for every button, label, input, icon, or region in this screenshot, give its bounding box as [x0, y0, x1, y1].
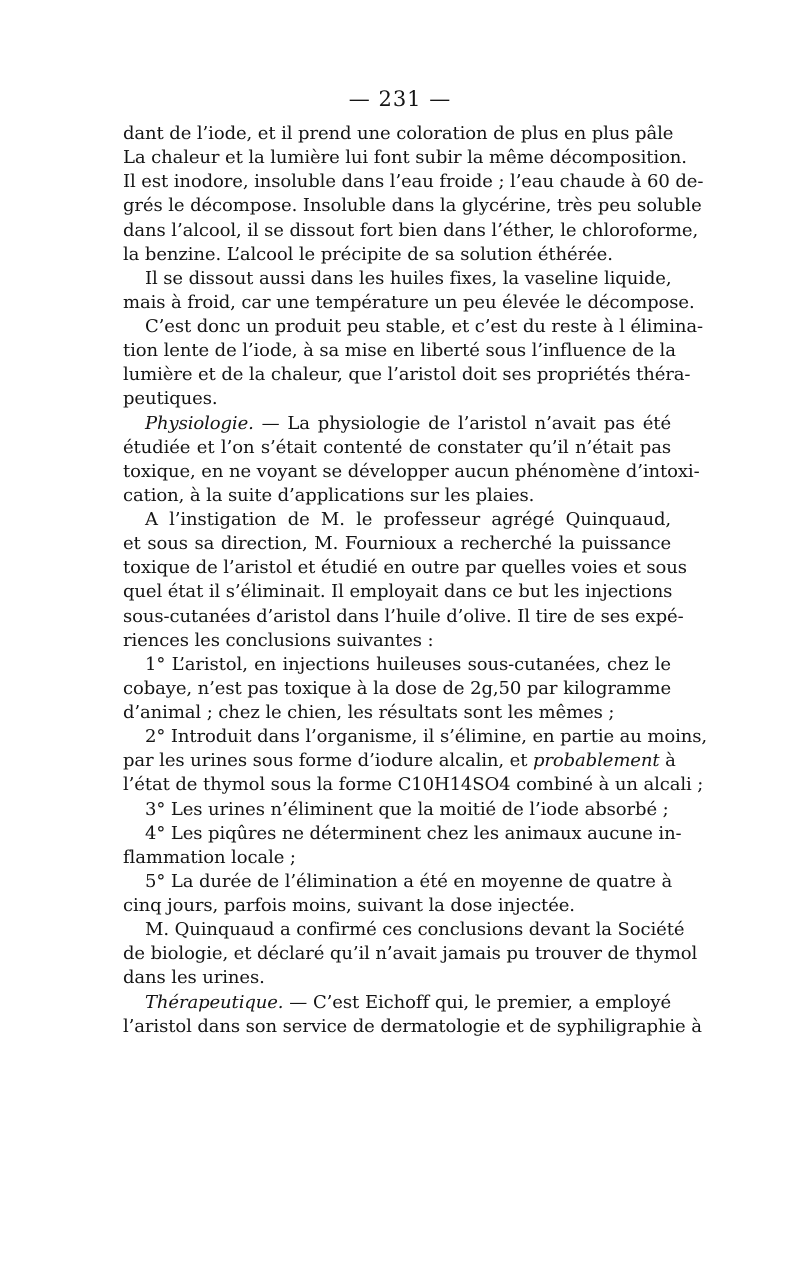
text-line: cobaye, n’est pas toxique à la dose de 2g,50 par kilogramme: [123, 677, 671, 699]
text-line: riences les conclusions suivantes :: [123, 629, 434, 651]
text-line: dans l’alcool, il se dissout fort bien dans l’éther, le chloroforme,: [123, 219, 699, 241]
text-run: par les urines sous forme d’iodure alcalin, et: [123, 750, 533, 772]
text-line: dans les urines.: [123, 967, 265, 989]
text-line: lumière et de la chaleur, que l’aristol doit ses propriétés théra-: [123, 364, 691, 386]
text-line: M. Quinquaud a confirmé ces conclusions devant la Société: [145, 919, 685, 941]
section-heading-physiologie: Physiologie.: [145, 412, 254, 434]
list-item: 1° L’aristol, en injections huileuses sous-cutanées, chez le: [145, 653, 671, 675]
page-number: — 231 —: [348, 87, 452, 111]
text-line: toxique, en ne voyant se développer aucun phénomène d’intoxi-: [123, 460, 700, 482]
text-line: [123, 749, 676, 773]
list-item: 3° Les urines n’éliminent que la moitié de l’iode absorbé ;: [145, 798, 669, 820]
text-line: sous-cutanées d’aristol dans l’huile d’olive. Il tire de ses expé-: [123, 605, 684, 627]
text-line: la benzine. L’alcool le précipite de sa solution éthérée.: [123, 243, 613, 265]
text-line: cinq jours, parfois moins, suivant la dose injectée.: [123, 895, 575, 916]
text-line: C’est donc un produit peu stable, et c’est du reste à l élimina-: [145, 316, 703, 337]
text-line: [123, 991, 671, 1015]
text-run: à: [659, 750, 676, 772]
text-line: toxique de l’aristol et étudié en outre par quelles voies et sous: [123, 557, 687, 579]
text-line: Il est inodore, insoluble dans l’eau froide ; l’eau chaude à 60 de-: [123, 171, 704, 193]
text-line: dant de l’iode, et il prend une coloration de plus en plus pâle: [123, 123, 674, 144]
text-line: [123, 412, 671, 436]
text-line: l’état de thymol sous la forme C10H14SO4 combiné à un alcali ;: [123, 774, 704, 796]
text-line: et sous sa direction, M. Fournioux a recherché la puissance: [123, 533, 671, 555]
text-line: flammation locale ;: [123, 846, 296, 868]
text-line: peutiques.: [123, 388, 218, 410]
text-line: grés le décompose. Insoluble dans la glycérine, très peu soluble: [123, 195, 702, 217]
section-heading-therapeutique: Thérapeutique.: [145, 991, 284, 1013]
text-run: — C’est Eichoff qui, le premier, a employé: [283, 991, 671, 1013]
text-run: — La physiologie de l’aristol n’avait pas été: [253, 412, 671, 434]
text-line: tion lente de l’iode, à sa mise en liberté sous l’influence de la: [123, 340, 676, 362]
text-line: A l’instigation de M. le professeur agrégé Quinquaud,: [145, 509, 671, 530]
page-body: [123, 122, 708, 1039]
list-item: 2° Introduit dans l’organisme, il s’élimine, en partie au moins,: [145, 726, 708, 748]
text-line: quel état il s’éliminait. Il employait dans ce but les injections: [123, 581, 673, 603]
list-item: 5° La durée de l’élimination a été en moyenne de quatre à: [145, 870, 673, 892]
text-line: étudiée et l’on s’était contenté de constater qu’il n’était pas: [123, 436, 671, 458]
text-line: cation, à la suite d’applications sur les plaies.: [123, 484, 535, 506]
text-line: l’aristol dans son service de dermatologie et de syphiligraphie à: [123, 1015, 702, 1037]
list-item: 4° Les piqûres ne déterminent chez les animaux aucune in-: [145, 822, 682, 844]
text-line: de biologie, et déclaré qu’il n’avait jamais pu trouver de thymol: [123, 943, 698, 965]
text-line: d’animal ; chez le chien, les résultats sont les mêmes ;: [123, 702, 615, 723]
text-line: La chaleur et la lumière lui font subir la même décomposition.: [123, 147, 687, 169]
emphasis: probablement: [532, 750, 660, 772]
text-line: Il se dissout aussi dans les huiles fixes, la vaseline liquide,: [145, 267, 672, 289]
text-line: mais à froid, car une température un peu élevée le décompose.: [123, 291, 695, 313]
